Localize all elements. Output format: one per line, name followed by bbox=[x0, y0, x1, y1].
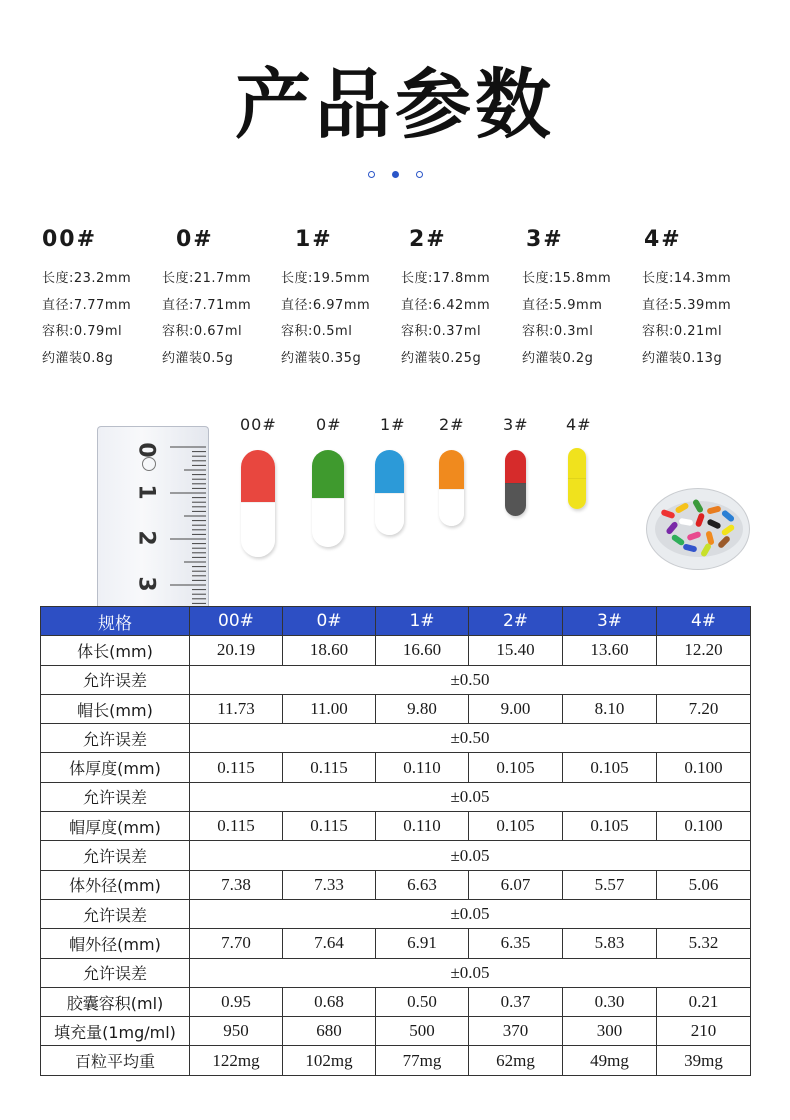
dot-indicator-active bbox=[392, 171, 399, 178]
table-cell: 210 bbox=[657, 1017, 751, 1046]
table-cell: 5.83 bbox=[563, 929, 657, 958]
table-cell: 11.00 bbox=[283, 694, 376, 723]
table-cell: 49mg bbox=[563, 1046, 657, 1075]
table-row bbox=[41, 899, 751, 928]
spec-volume: 容积:0.67ml bbox=[162, 324, 243, 339]
table-cell: 5.06 bbox=[657, 870, 751, 899]
ruler-number: 0 bbox=[133, 442, 159, 458]
spec-diameter: 直径:5.9mm bbox=[522, 297, 603, 313]
table-cell: 13.60 bbox=[563, 636, 657, 665]
row-label: 允许误差 bbox=[41, 782, 190, 811]
spec-fill: 约灌装0.8g bbox=[42, 350, 114, 366]
table-cell: 77mg bbox=[376, 1046, 469, 1075]
ruler-number: 3 bbox=[133, 576, 159, 592]
tolerance-cell: ±0.05 bbox=[190, 782, 751, 811]
ruler-image bbox=[97, 426, 209, 608]
table-cell: 0.21 bbox=[657, 987, 751, 1016]
table-row bbox=[41, 929, 751, 958]
row-label: 体外径(mm) bbox=[41, 870, 190, 899]
ruler-hole bbox=[142, 457, 156, 471]
row-label: 允许误差 bbox=[41, 899, 190, 928]
table-cell: 5.57 bbox=[563, 870, 657, 899]
spec-fill: 约灌装0.13g bbox=[642, 350, 723, 366]
table-cell: 0.50 bbox=[376, 987, 469, 1016]
table-cell: 0.115 bbox=[190, 753, 283, 782]
table-cell: 39mg bbox=[657, 1046, 751, 1075]
table-cell: 18.60 bbox=[283, 636, 376, 665]
spec-length: 长度:19.5mm bbox=[281, 271, 371, 286]
spec-column-4 bbox=[642, 226, 767, 372]
tolerance-cell: ±0.05 bbox=[190, 958, 751, 987]
table-header-row bbox=[41, 607, 751, 636]
capsule-2 bbox=[439, 450, 464, 526]
table-row bbox=[41, 665, 751, 694]
table-row bbox=[41, 782, 751, 811]
table-cell: 16.60 bbox=[376, 636, 469, 665]
table-cell: 0.37 bbox=[469, 987, 563, 1016]
spec-length: 长度:21.7mm bbox=[162, 271, 252, 286]
ruler-ticks bbox=[170, 445, 206, 609]
capsule-bowl-image bbox=[646, 488, 750, 570]
row-label: 百粒平均重 bbox=[41, 1046, 190, 1075]
spec-fill: 约灌装0.2g bbox=[522, 350, 594, 366]
spec-diameter: 直径:7.77mm bbox=[42, 297, 132, 313]
spec-fill: 约灌装0.5g bbox=[162, 350, 234, 366]
table-cell: 9.00 bbox=[469, 694, 563, 723]
spec-size: 3# bbox=[526, 227, 564, 252]
table-cell: 0.105 bbox=[469, 753, 563, 782]
table-cell: 6.63 bbox=[376, 870, 469, 899]
table-cell: 0.115 bbox=[190, 812, 283, 841]
spec-length: 长度:15.8mm bbox=[522, 271, 612, 286]
table-cell: 6.07 bbox=[469, 870, 563, 899]
table-row bbox=[41, 694, 751, 723]
table-cell: 62mg bbox=[469, 1046, 563, 1075]
row-label: 允许误差 bbox=[41, 665, 190, 694]
header-cell: 1# bbox=[376, 607, 469, 636]
spec-size: 4# bbox=[644, 227, 682, 252]
table-cell: 102mg bbox=[283, 1046, 376, 1075]
capsule-label: 0# bbox=[316, 415, 342, 434]
table-row bbox=[41, 841, 751, 870]
table-row bbox=[41, 958, 751, 987]
tolerance-cell: ±0.05 bbox=[190, 841, 751, 870]
table-row bbox=[41, 1017, 751, 1046]
spec-length: 长度:23.2mm bbox=[42, 271, 132, 286]
table-cell: 11.73 bbox=[190, 694, 283, 723]
dot-indicator bbox=[368, 171, 375, 178]
row-label: 帽外径(mm) bbox=[41, 929, 190, 958]
row-label: 体厚度(mm) bbox=[41, 753, 190, 782]
capsule-00 bbox=[241, 450, 275, 557]
table-cell: 7.20 bbox=[657, 694, 751, 723]
table-cell: 680 bbox=[283, 1017, 376, 1046]
table-cell: 5.32 bbox=[657, 929, 751, 958]
table-cell: 122mg bbox=[190, 1046, 283, 1075]
table-cell: 300 bbox=[563, 1017, 657, 1046]
capsule-label: 3# bbox=[503, 415, 529, 434]
spec-size: 2# bbox=[409, 227, 447, 252]
spec-column-3 bbox=[522, 226, 647, 372]
spec-column-2 bbox=[401, 226, 526, 372]
header-cell: 3# bbox=[563, 607, 657, 636]
header-cell: 2# bbox=[469, 607, 563, 636]
table-cell: 0.115 bbox=[283, 753, 376, 782]
table-cell: 0.100 bbox=[657, 812, 751, 841]
spec-column-0 bbox=[162, 226, 287, 372]
table-cell: 0.110 bbox=[376, 812, 469, 841]
table-cell: 0.105 bbox=[469, 812, 563, 841]
table-cell: 15.40 bbox=[469, 636, 563, 665]
table-cell: 12.20 bbox=[657, 636, 751, 665]
row-label: 允许误差 bbox=[41, 958, 190, 987]
table-cell: 0.30 bbox=[563, 987, 657, 1016]
table-row bbox=[41, 812, 751, 841]
spec-length: 长度:17.8mm bbox=[401, 271, 491, 286]
tolerance-cell: ±0.05 bbox=[190, 899, 751, 928]
table-cell: 370 bbox=[469, 1017, 563, 1046]
row-label: 帽长(mm) bbox=[41, 694, 190, 723]
table-cell: 0.115 bbox=[283, 812, 376, 841]
spec-diameter: 直径:6.97mm bbox=[281, 297, 371, 313]
table-cell: 7.38 bbox=[190, 870, 283, 899]
table-cell: 0.68 bbox=[283, 987, 376, 1016]
table-cell: 7.64 bbox=[283, 929, 376, 958]
table-cell: 6.35 bbox=[469, 929, 563, 958]
spec-diameter: 直径:6.42mm bbox=[401, 297, 491, 313]
row-label: 胶囊容积(ml) bbox=[41, 987, 190, 1016]
spec-fill: 约灌装0.25g bbox=[401, 350, 482, 366]
spec-column-00 bbox=[42, 226, 167, 372]
spec-volume: 容积:0.37ml bbox=[401, 324, 482, 339]
table-row bbox=[41, 636, 751, 665]
header-cell: 规格 bbox=[41, 607, 190, 636]
tolerance-cell: ±0.50 bbox=[190, 665, 751, 694]
capsule-label: 4# bbox=[566, 415, 592, 434]
spec-volume: 容积:0.3ml bbox=[522, 324, 594, 339]
spec-size: 0# bbox=[176, 227, 214, 252]
row-label: 填充量(1mg/ml) bbox=[41, 1017, 190, 1046]
table-cell: 950 bbox=[190, 1017, 283, 1046]
parameter-table bbox=[40, 606, 751, 1076]
capsule-0 bbox=[312, 450, 344, 547]
spec-volume: 容积:0.5ml bbox=[281, 324, 353, 339]
spec-size: 1# bbox=[295, 227, 333, 252]
table-cell: 20.19 bbox=[190, 636, 283, 665]
table-cell: 0.105 bbox=[563, 753, 657, 782]
spec-fill: 约灌装0.35g bbox=[281, 350, 362, 366]
table-cell: 8.10 bbox=[563, 694, 657, 723]
table-row bbox=[41, 987, 751, 1016]
capsule-label: 2# bbox=[439, 415, 465, 434]
page-title: 产品参数 bbox=[235, 60, 555, 149]
spec-size: 00# bbox=[42, 227, 98, 252]
header-cell: 4# bbox=[657, 607, 751, 636]
row-label: 允许误差 bbox=[41, 724, 190, 753]
table-cell: 0.110 bbox=[376, 753, 469, 782]
table-cell: 7.70 bbox=[190, 929, 283, 958]
table-cell: 0.100 bbox=[657, 753, 751, 782]
spec-length: 长度:14.3mm bbox=[642, 271, 732, 286]
table-row bbox=[41, 724, 751, 753]
header-cell: 00# bbox=[190, 607, 283, 636]
capsule-label: 00# bbox=[240, 415, 277, 434]
spec-diameter: 直径:7.71mm bbox=[162, 297, 252, 313]
table-cell: 7.33 bbox=[283, 870, 376, 899]
carousel-dots bbox=[0, 171, 790, 178]
ruler-number: 1 bbox=[133, 484, 159, 500]
row-label: 体长(mm) bbox=[41, 636, 190, 665]
row-label: 帽厚度(mm) bbox=[41, 812, 190, 841]
table-cell: 0.105 bbox=[563, 812, 657, 841]
table-row bbox=[41, 1046, 751, 1075]
capsule-label: 1# bbox=[380, 415, 406, 434]
dot-indicator bbox=[416, 171, 423, 178]
spec-column-1 bbox=[281, 226, 406, 372]
spec-volume: 容积:0.79ml bbox=[42, 324, 123, 339]
ruler-number: 2 bbox=[133, 530, 159, 546]
capsule-3 bbox=[505, 450, 526, 516]
row-label: 允许误差 bbox=[41, 841, 190, 870]
table-cell: 9.80 bbox=[376, 694, 469, 723]
header-cell: 0# bbox=[283, 607, 376, 636]
tolerance-cell: ±0.50 bbox=[190, 724, 751, 753]
spec-diameter: 直径:5.39mm bbox=[642, 297, 732, 313]
table-cell: 0.95 bbox=[190, 987, 283, 1016]
spec-volume: 容积:0.21ml bbox=[642, 324, 723, 339]
table-cell: 500 bbox=[376, 1017, 469, 1046]
table-cell: 6.91 bbox=[376, 929, 469, 958]
table-row bbox=[41, 753, 751, 782]
capsule-4 bbox=[568, 448, 586, 509]
table-row bbox=[41, 870, 751, 899]
capsule-1 bbox=[375, 450, 404, 535]
